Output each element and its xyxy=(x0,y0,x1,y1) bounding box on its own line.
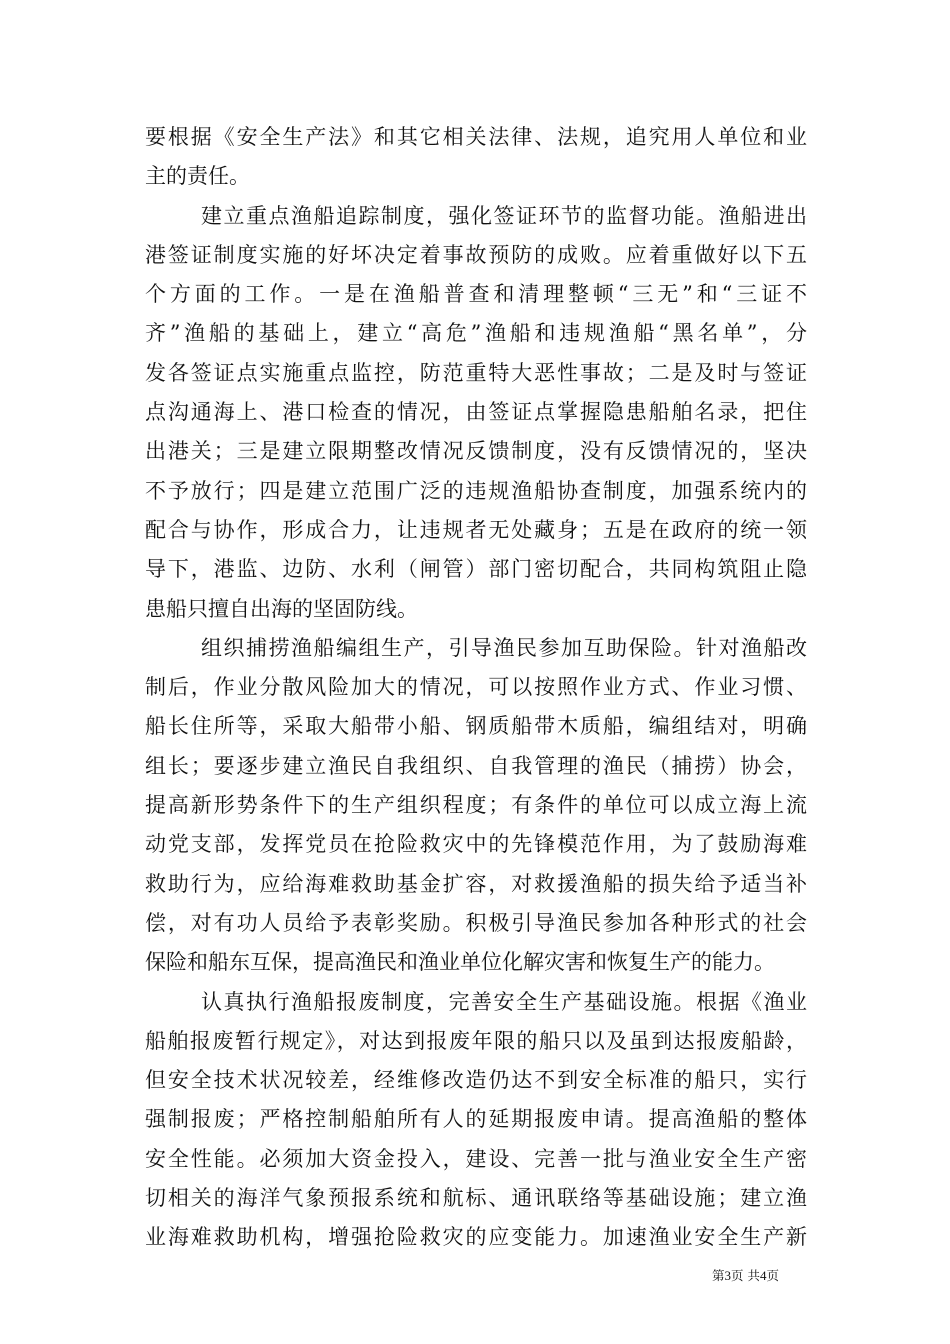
text-line: 建立重点渔船追踪制度，强化签证环节的监督功能。渔船进出 xyxy=(201,203,807,228)
text-line: 点沟通海上、港口检查的情况，由签证点掌握隐患船舶名录，把住 xyxy=(145,400,807,425)
current-page-number: 3 xyxy=(724,1268,732,1283)
text-line: 救助行为，应给海难救助基金扩容，对救援渔船的损失给予适当补 xyxy=(145,871,807,896)
text-line: 制后，作业分散风险加大的情况，可以按照作业方式、作业习惯、 xyxy=(145,675,807,700)
text-line: 组长；要逐步建立渔民自我组织、自我管理的渔民（捕捞）协会， xyxy=(145,753,807,778)
text-line: 港签证制度实施的好坏决定着事故预防的成败。应着重做好以下五 xyxy=(145,242,807,267)
text-line: 齐”渔船的基础上，建立“高危”渔船和违规渔船“黑名单”，分 xyxy=(145,321,807,346)
text-line: 动党支部，发挥党员在抢险救灾中的先锋模范作用，为了鼓励海难 xyxy=(145,832,807,857)
text-line: 要根据《安全生产法》和其它相关法律、法规，追究用人单位和业 xyxy=(145,125,807,149)
text-line: 提高新形势条件下的生产组织程度；有条件的单位可以成立海上流 xyxy=(145,793,807,818)
text-line: 安全性能。必须加大资金投入，建设、完善一批与渔业安全生产密 xyxy=(145,1146,807,1171)
text-line: 船长住所等，采取大船带小船、钢质船带木质船，编组结对，明确 xyxy=(145,714,807,739)
text-line: 认真执行渔船报废制度，完善安全生产基础设施。根据《渔业 xyxy=(201,989,807,1014)
text-line: 配合与协作，形成合力，让违规者无处藏身；五是在政府的统一领 xyxy=(145,517,807,542)
footer-middle: 页 共 xyxy=(731,1268,760,1283)
text-line: 不予放行；四是建立范围广泛的违规渔船协查制度，加强系统内的 xyxy=(145,478,807,503)
text-line: 但安全技术状况较差，经维修改造仍达不到安全标准的船只，实行 xyxy=(145,1068,807,1093)
text-line: 保险和船东互保，提高渔民和渔业单位化解灾害和恢复生产的能力。 xyxy=(145,950,775,975)
text-line: 患船只擅自出海的坚固防线。 xyxy=(145,596,418,621)
text-line: 发各签证点实施重点监控，防范重特大恶性事故；二是及时与签证 xyxy=(145,360,807,385)
footer-suffix: 页 xyxy=(766,1268,780,1283)
total-page-number: 4 xyxy=(760,1268,767,1283)
text-line: 组织捕捞渔船编组生产，引导渔民参加互助保险。针对渔船改 xyxy=(201,635,807,660)
text-line: 强制报废；严格控制船舶所有人的延期报废申请。提高渔船的整体 xyxy=(145,1107,807,1132)
text-line: 导下，港监、边防、水利（闸管）部门密切配合，共同构筑阻止隐 xyxy=(145,557,807,582)
text-line: 个方面的工作。一是在渔船普查和清理整顿“三无”和“三证不 xyxy=(145,282,807,307)
text-line: 偿，对有功人员给予表彰奖励。积极引导渔民参加各种形式的社会 xyxy=(145,910,807,935)
page-footer xyxy=(712,1268,808,1284)
text-line: 船舶报废暂行规定》，对达到报废年限的船只以及虽到达报废船龄， xyxy=(145,1028,807,1053)
text-line: 切相关的海洋气象预报系统和航标、通讯联络等基础设施；建立渔 xyxy=(145,1186,807,1211)
text-line: 业海难救助机构，增强抢险救灾的应变能力。加速渔业安全生产新 xyxy=(145,1225,807,1250)
footer-prefix: 第 xyxy=(712,1268,725,1283)
text-line: 主的责任。 xyxy=(145,164,250,189)
body-text xyxy=(145,118,807,1258)
text-line: 出港关；三是建立限期整改情况反馈制度，没有反馈情况的，坚决 xyxy=(145,439,807,464)
